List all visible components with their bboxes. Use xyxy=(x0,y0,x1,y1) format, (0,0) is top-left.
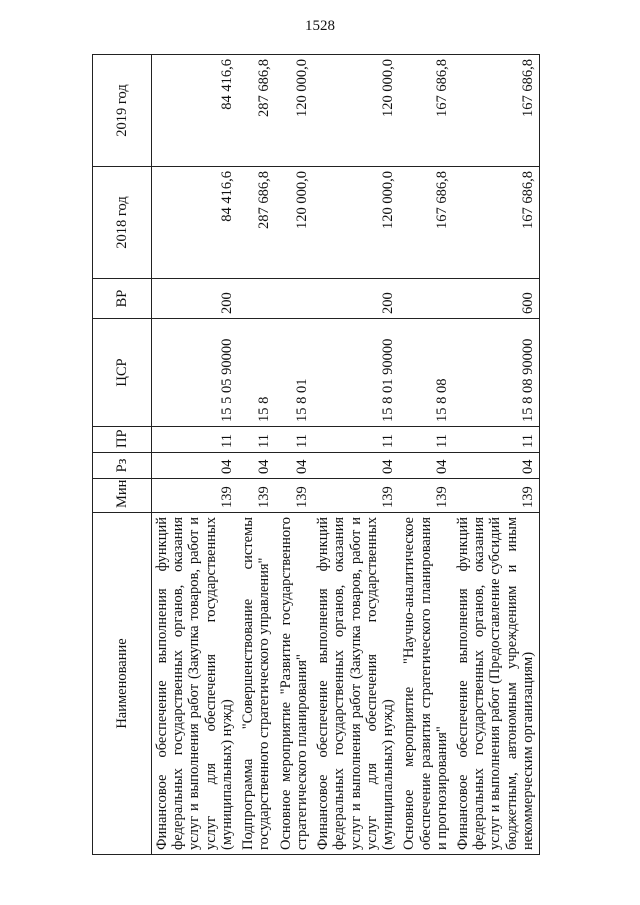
row-min: 139 xyxy=(238,479,275,513)
table-row xyxy=(238,55,275,855)
row-2019: 120 000,0 xyxy=(276,55,313,167)
row-2019: 167 686,8 xyxy=(399,55,453,167)
table-row xyxy=(453,55,540,855)
budget-table xyxy=(92,54,540,855)
row-rz: 04 xyxy=(276,453,313,479)
row-2019: 120 000,0 xyxy=(313,55,399,167)
row-rz: 04 xyxy=(238,453,275,479)
rotated-table-container xyxy=(92,55,540,855)
table-header-row xyxy=(93,55,152,855)
row-vr xyxy=(399,279,453,319)
row-pr: 11 xyxy=(453,427,540,453)
row-name: Основное мероприятие "Развитие государственного стратегического планирования" xyxy=(276,513,313,855)
row-csr: 15 8 01 xyxy=(276,319,313,427)
row-rz: 04 xyxy=(152,453,239,479)
row-2018: 84 416,6 xyxy=(152,167,239,279)
row-csr: 15 8 xyxy=(238,319,275,427)
row-name: Основное мероприятие "Научно-аналитическое обеспечение развития стратегического планирования и прогнозирования" xyxy=(399,513,453,855)
row-min: 139 xyxy=(313,479,399,513)
row-min: 139 xyxy=(399,479,453,513)
row-vr xyxy=(238,279,275,319)
table-row xyxy=(399,55,453,855)
row-min: 139 xyxy=(453,479,540,513)
row-rz: 04 xyxy=(313,453,399,479)
row-pr: 11 xyxy=(313,427,399,453)
header-name: Наименование xyxy=(93,513,152,855)
header-pr: ПР xyxy=(93,427,152,453)
table-row xyxy=(313,55,399,855)
page-number: 1528 xyxy=(305,18,335,34)
row-name: Подпрограмма "Совершенствование системы государственного стратегического управления" xyxy=(238,513,275,855)
row-name: Финансовое обеспечение выполнения функций федеральных государственных органов, оказания услуг и выполнения работ (Предоставление субсидий бюджетным, автономным учреждениям и иным некоммерческим организациям) xyxy=(453,513,540,855)
header-2018: 2018 год xyxy=(93,167,152,279)
row-2018: 287 686,8 xyxy=(238,167,275,279)
row-name: Финансовое обеспечение выполнения функций федеральных государственных органов, оказания услуг и выполнения работ (Закупка товаров, работ и услуг для обеспечения государственных (муниципальных) нужд) xyxy=(152,513,239,855)
row-csr: 15 5 05 90000 xyxy=(152,319,239,427)
row-min: 139 xyxy=(276,479,313,513)
row-2019: 84 416,6 xyxy=(152,55,239,167)
row-2018: 120 000,0 xyxy=(276,167,313,279)
row-vr xyxy=(276,279,313,319)
header-min: Мин xyxy=(93,479,152,513)
row-2018: 120 000,0 xyxy=(313,167,399,279)
row-2018: 167 686,8 xyxy=(453,167,540,279)
header-rz: Рз xyxy=(93,453,152,479)
row-vr: 200 xyxy=(152,279,239,319)
row-2018: 167 686,8 xyxy=(399,167,453,279)
row-pr: 11 xyxy=(238,427,275,453)
row-rz: 04 xyxy=(453,453,540,479)
table-row xyxy=(276,55,313,855)
row-rz: 04 xyxy=(399,453,453,479)
row-csr: 15 8 08 90000 xyxy=(453,319,540,427)
header-2019: 2019 год xyxy=(93,55,152,167)
row-csr: 15 8 08 xyxy=(399,319,453,427)
row-vr: 600 xyxy=(453,279,540,319)
header-csr: ЦСР xyxy=(93,319,152,427)
table-row xyxy=(152,55,239,855)
row-name: Финансовое обеспечение выполнения функций федеральных государственных органов, оказания услуг и выполнения работ (Закупка товаров, работ и услуг для обеспечения государственных (муниципальных) нужд) xyxy=(313,513,399,855)
header-vr: ВР xyxy=(93,279,152,319)
row-min: 139 xyxy=(152,479,239,513)
row-2019: 167 686,8 xyxy=(453,55,540,167)
row-2019: 287 686,8 xyxy=(238,55,275,167)
row-pr: 11 xyxy=(152,427,239,453)
row-vr: 200 xyxy=(313,279,399,319)
row-csr: 15 8 01 90000 xyxy=(313,319,399,427)
row-pr: 11 xyxy=(276,427,313,453)
row-pr: 11 xyxy=(399,427,453,453)
